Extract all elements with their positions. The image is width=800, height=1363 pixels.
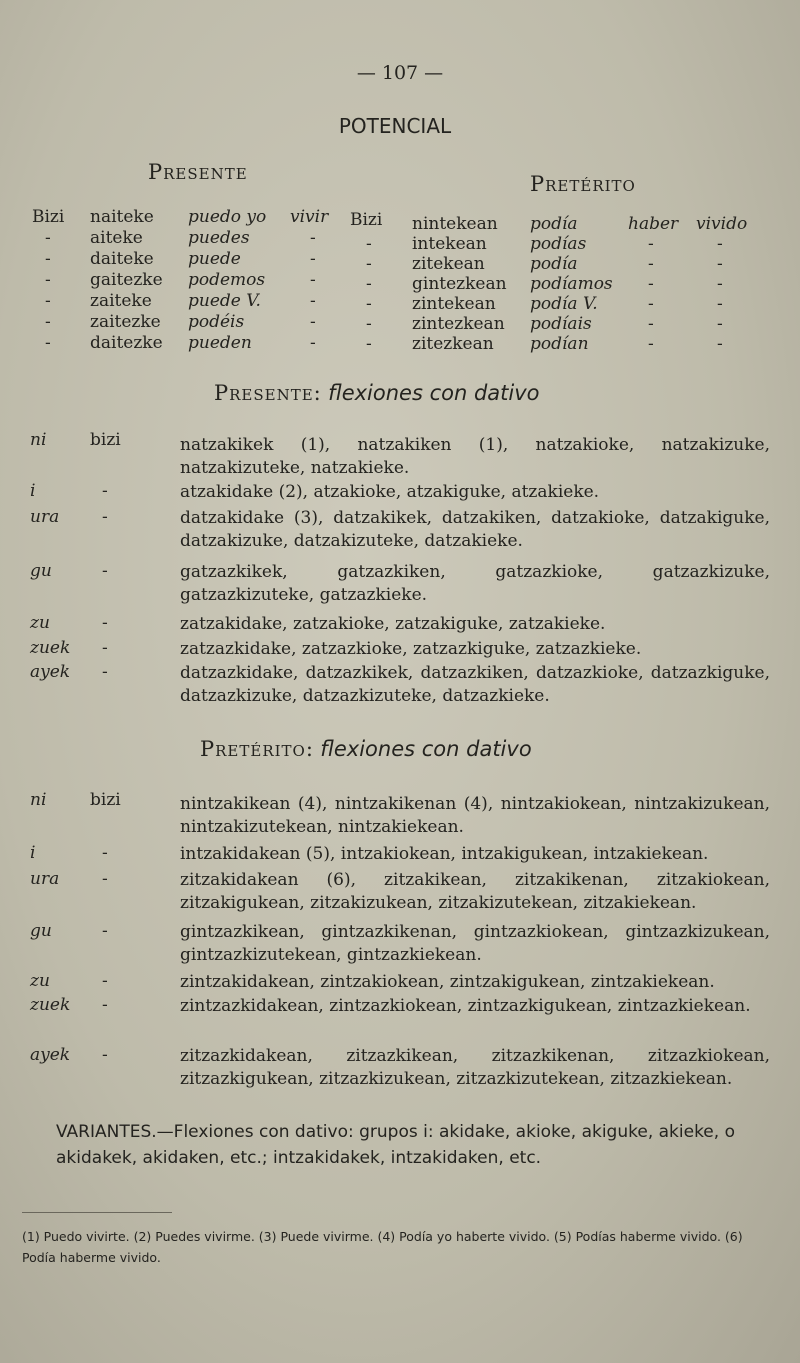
verb-label: - xyxy=(102,843,108,863)
preterito-row-translation: podían xyxy=(530,334,589,354)
variantes-paragraph: VARIANTES.—Flexiones con dativo: grupos i: akidake, akioke, akiguke, akieke, o akidakek, akidaken, etc.; intzakidakek, intzakidaken, etc. xyxy=(56,1122,735,1168)
preterito-row-extra2: - xyxy=(717,294,723,314)
preterito-row-extra2: - xyxy=(717,334,723,354)
flexion-text: gintzazkikean, gintzazkikenan, gintzazkiokean, gintzazkizukean, gintzazkizutekean, gintzazkiekean. xyxy=(180,922,770,965)
presente-row-verb: - xyxy=(45,333,51,353)
preterito-row-extra1: haber xyxy=(628,214,679,234)
presente-dativo-heading-subtitle: flexiones con dativo xyxy=(328,381,540,405)
flexion-text: zitzazkidakean, zitzazkikean, zitzazkikenan, zitzazkiokean, zitzazkigukean, zitzazkizukean, zitzazkizutekean, zitzazkiekean. xyxy=(180,1046,770,1089)
presente-row-translation: pueden xyxy=(188,333,252,353)
pronoun: ura xyxy=(30,507,60,527)
preterito-row-extra1: - xyxy=(648,274,654,294)
verb-label: - xyxy=(102,638,108,658)
presente-row-verb: Bizi xyxy=(32,207,65,227)
preterito-row-extra1: - xyxy=(648,234,654,254)
verb-label: - xyxy=(102,613,108,633)
pronoun: ni xyxy=(30,790,47,810)
preterito-row-form: zitekean xyxy=(412,254,485,274)
pronoun: ura xyxy=(30,869,60,889)
presente-row-translation: puedes xyxy=(188,228,250,248)
verb-label: bizi xyxy=(90,430,121,450)
preterito-row-extra1: - xyxy=(648,334,654,354)
flexion-text: atzakidake (2), atzakioke, atzakiguke, atzakieke. xyxy=(180,482,600,502)
verb-label: - xyxy=(102,1045,108,1065)
presente-row-form: zaitezke xyxy=(90,312,161,332)
preterito-row-extra2: - xyxy=(717,274,723,294)
preterito-row-verb: - xyxy=(366,274,372,294)
flexion-text: zatzazkidake, zatzazkioke, zatzazkiguke, zatzazkieke. xyxy=(180,639,642,659)
pronoun: zuek xyxy=(30,995,71,1015)
flexion-text: natzakikek (1), natzakiken (1), natzakioke, natzakizuke, natzakizuteke, natzakieke. xyxy=(180,435,770,478)
preterito-row-form: intekean xyxy=(412,234,487,254)
presente-row-extra: - xyxy=(310,249,316,269)
preterito-row-extra1: - xyxy=(648,254,654,274)
verb-label: - xyxy=(102,995,108,1015)
preterito-row-verb: Bizi xyxy=(350,210,383,230)
preterito-row-extra1: - xyxy=(648,294,654,314)
presente-row-form: zaiteke xyxy=(90,291,152,311)
presente-row-translation: puede V. xyxy=(188,291,261,311)
preterito-row-verb: - xyxy=(366,314,372,334)
preterito-row-verb: - xyxy=(366,234,372,254)
presente-dativo-heading xyxy=(214,381,540,405)
preterito-row-form: gintezkean xyxy=(412,274,507,294)
preterito-row-extra2: - xyxy=(717,234,723,254)
flexion-text: zatzakidake, zatzakioke, zatzakiguke, zatzakieke. xyxy=(180,614,606,634)
verb-label: - xyxy=(102,481,108,501)
verb-label: - xyxy=(102,971,108,991)
flexion-text: intzakidakean (5), intzakiokean, intzakigukean, intzakiekean. xyxy=(180,844,709,864)
presente-row-extra: - xyxy=(310,270,316,290)
presente-row-form: daiteke xyxy=(90,249,154,269)
pronoun: i xyxy=(30,843,36,863)
page-number: — 107 — xyxy=(356,62,444,84)
presente-row-verb: - xyxy=(45,270,51,290)
preterito-row-translation: podía xyxy=(530,254,578,274)
pronoun: ni xyxy=(30,430,47,450)
flexion-text: zintzakidakean, zintzakiokean, zintzakigukean, zintzakiekean. xyxy=(180,972,715,992)
presente-row-translation: podemos xyxy=(188,270,266,290)
pronoun: gu xyxy=(30,921,52,941)
verb-label: - xyxy=(102,662,108,682)
preterito-dativo-heading xyxy=(200,737,532,761)
presente-dativo-heading-label: Presente: xyxy=(214,381,322,405)
presente-row-translation: podéis xyxy=(188,312,245,332)
presente-row-verb: - xyxy=(45,312,51,332)
verb-label: - xyxy=(102,921,108,941)
pronoun: ayek xyxy=(30,1045,71,1065)
presente-row-extra: vivir xyxy=(290,207,329,227)
verb-label: - xyxy=(102,561,108,581)
preterito-row-translation: podía xyxy=(530,214,578,234)
flexion-text: zintzazkidakean, zintzazkiokean, zintzazkigukean, zintzazkiekean. xyxy=(180,996,751,1016)
preterito-row-translation: podíais xyxy=(530,314,592,334)
preterito-row-verb: - xyxy=(366,294,372,314)
preterito-row-extra2: - xyxy=(717,254,723,274)
presente-row-translation: puede xyxy=(188,249,241,269)
preterito-row-form: nintekean xyxy=(412,214,498,234)
flexion-text: datzazkidake, datzazkikek, datzazkiken, datzazkioke, datzazkiguke, datzazkizuke, datzazkizuteke, datzazkieke. xyxy=(180,663,770,706)
preterito-row-translation: podías xyxy=(530,234,587,254)
presente-row-verb: - xyxy=(45,291,51,311)
footnote-divider xyxy=(22,1212,172,1213)
presente-row-extra: - xyxy=(310,312,316,332)
presente-row-translation: puedo yo xyxy=(188,207,267,227)
presente-row-verb: - xyxy=(45,249,51,269)
presente-heading: Presente xyxy=(148,160,248,184)
presente-row-extra: - xyxy=(310,291,316,311)
presente-row-extra: - xyxy=(310,228,316,248)
preterito-row-verb: - xyxy=(366,334,372,354)
pronoun: zu xyxy=(30,971,50,991)
preterito-row-translation: podía V. xyxy=(530,294,598,314)
presente-row-verb: - xyxy=(45,228,51,248)
presente-row-form: naiteke xyxy=(90,207,154,227)
presente-row-extra: - xyxy=(310,333,316,353)
preterito-row-extra1: - xyxy=(648,314,654,334)
flexion-text: zitzakidakean (6), zitzakikean, zitzakikenan, zitzakiokean, zitzakigukean, zitzakizukean, zitzakizutekean, zitzakiekean. xyxy=(180,870,770,913)
flexion-text: nintzakikean (4), nintzakikenan (4), nintzakiokean, nintzakizukean, nintzakizutekean, nintzakiekean. xyxy=(180,794,770,837)
footnotes: (1) Puedo vivirte. (2) Puedes vivirme. (3) Puede vivirme. (4) Podía yo haberte vivido. (5) Podías haberme vivido. (6) Podía haberme vivido. xyxy=(22,1229,743,1265)
preterito-row-extra2: vivido xyxy=(696,214,748,234)
preterito-row-form: zintekean xyxy=(412,294,496,314)
section-title: POTENCIAL xyxy=(338,114,452,138)
pronoun: gu xyxy=(30,561,52,581)
pronoun: i xyxy=(30,481,36,501)
pronoun: ayek xyxy=(30,662,71,682)
pronoun: zu xyxy=(30,613,50,633)
preterito-row-form: zintezkean xyxy=(412,314,505,334)
preterito-row-translation: podíamos xyxy=(530,274,613,294)
preterito-row-form: zitezkean xyxy=(412,334,494,354)
verb-label: - xyxy=(102,869,108,889)
presente-row-form: daitezke xyxy=(90,333,163,353)
verb-label: bizi xyxy=(90,790,121,810)
flexion-text: gatzazkikek, gatzazkiken, gatzazkioke, gatzazkizuke, gatzazkizuteke, gatzazkieke. xyxy=(180,562,770,605)
preterito-dativo-heading-subtitle: flexiones con dativo xyxy=(320,737,532,761)
verb-label: - xyxy=(102,507,108,527)
preterito-row-verb: - xyxy=(366,254,372,274)
pronoun: zuek xyxy=(30,638,71,658)
preterito-dativo-heading-label: Pretérito: xyxy=(200,737,314,761)
preterito-heading: Pretérito xyxy=(530,172,636,196)
preterito-row-extra2: - xyxy=(717,314,723,334)
flexion-text: datzakidake (3), datzakikek, datzakiken, datzakioke, datzakiguke, datzakizuke, datzakizuteke, datzakieke. xyxy=(180,508,770,551)
presente-row-form: aiteke xyxy=(90,228,143,248)
presente-row-form: gaitezke xyxy=(90,270,163,290)
